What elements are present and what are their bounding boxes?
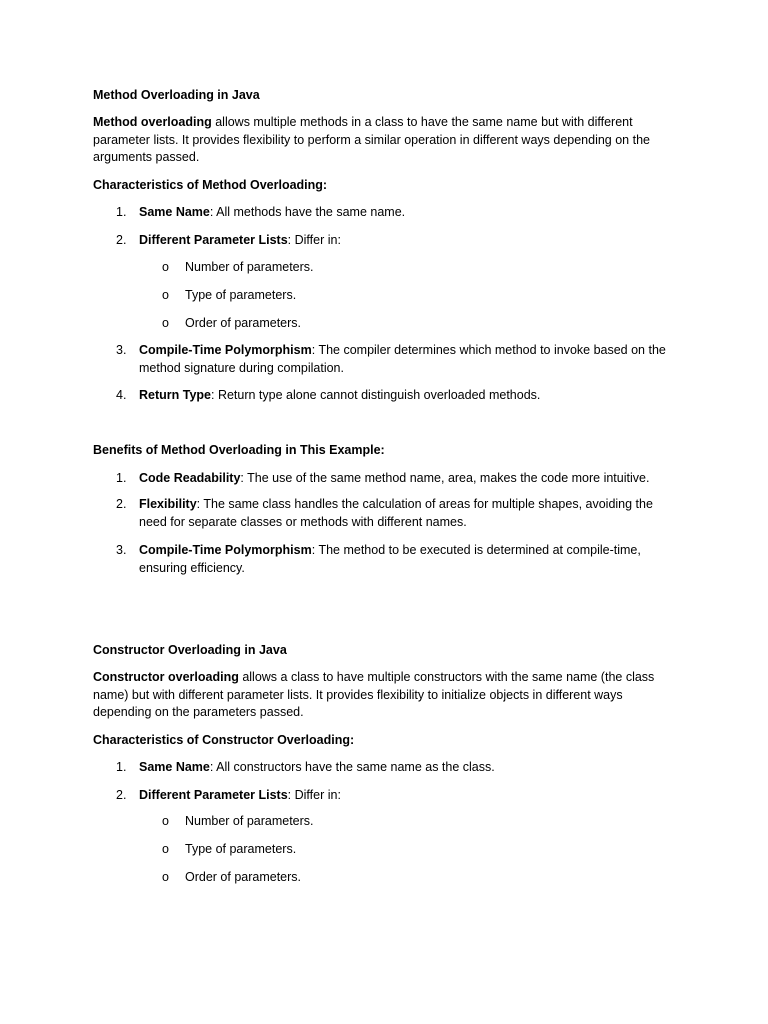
characteristics-heading-constructor: Characteristics of Constructor Overloading: [93,733,355,747]
list-item-text [139,496,674,531]
list-item-text [139,232,674,250]
list-item-text [139,342,674,377]
list-item-text [139,787,674,805]
list-item-rest: : The compiler determines which method to invoke based on the method signature during compilation. [139,343,666,375]
list-item-rest: : The same class handles the calculation of areas for multiple shapes, avoiding the need for separate classes or methods with different names. [139,497,653,529]
list-item-bold: Compile-Time Polymorphism [139,543,312,557]
sub-item-text: Order of parameters. [185,316,302,330]
intro-text: allows multiple methods in a class to have the same name but with different parameter lists. It provides flexibility to perform a similar operation in different ways depending on the arguments passed. [93,115,650,164]
list-item-text [139,204,674,222]
sub-bullet: o [162,842,169,856]
section-title-constructor-overloading: Constructor Overloading in Java [93,643,287,657]
list-item-text [139,759,674,777]
list-number: 1. [116,471,127,485]
list-number: 1. [116,205,127,219]
list-item-bold: Same Name [139,760,210,774]
section-title-method-overloading: Method Overloading in Java [93,88,260,102]
list-item-rest: : All methods have the same name. [209,205,406,219]
characteristics-heading-method: Characteristics of Method Overloading: [93,178,328,192]
sub-bullet: o [162,814,169,828]
list-number: 2. [116,497,127,511]
list-item-text [139,387,674,405]
list-item-bold: Return Type [139,388,211,402]
sub-bullet: o [162,260,169,274]
sub-item-text: Type of parameters. [185,842,297,856]
intro-bold-term: Constructor overloading [93,670,239,684]
list-item-bold: Same Name [139,205,210,219]
list-number: 3. [116,543,127,557]
list-item-text [139,542,674,577]
sub-item-text: Order of parameters. [185,870,302,884]
sub-bullet: o [162,316,169,330]
list-number: 2. [116,788,127,802]
intro-paragraph-constructor-overloading [93,669,673,722]
list-item-rest: : All constructors have the same name as the class. [209,760,495,774]
sub-item-text: Number of parameters. [185,260,314,274]
list-item-rest: : Differ in: [287,788,341,802]
list-number: 1. [116,760,127,774]
intro-bold-term: Method overloading [93,115,212,129]
sub-item-text: Number of parameters. [185,814,314,828]
benefits-heading: Benefits of Method Overloading in This Example: [93,443,385,457]
list-number: 2. [116,233,127,247]
sub-bullet: o [162,870,169,884]
list-item-rest: : The method to be executed is determined at compile-time, ensuring efficiency. [139,543,641,575]
list-number: 3. [116,343,127,357]
list-item-rest: : Return type alone cannot distinguish overloaded methods. [211,388,541,402]
list-item-bold: Code Readability [139,471,241,485]
list-item-text [139,470,674,488]
list-item-bold: Different Parameter Lists [139,788,288,802]
list-item-bold: Flexibility [139,497,197,511]
intro-paragraph-method-overloading [93,114,673,167]
intro-text: allows a class to have multiple constructors with the same name (the class name) but with different parameter lists. It provides flexibility to initialize objects in different ways depending on the parameters passed. [93,670,655,719]
list-item-rest: : The use of the same method name, area, makes the code more intuitive. [240,471,650,485]
sub-bullet: o [162,288,169,302]
sub-item-text: Type of parameters. [185,288,297,302]
list-item-bold: Compile-Time Polymorphism [139,343,312,357]
list-item-rest: : Differ in: [287,233,341,247]
list-item-bold: Different Parameter Lists [139,233,288,247]
list-number: 4. [116,388,127,402]
